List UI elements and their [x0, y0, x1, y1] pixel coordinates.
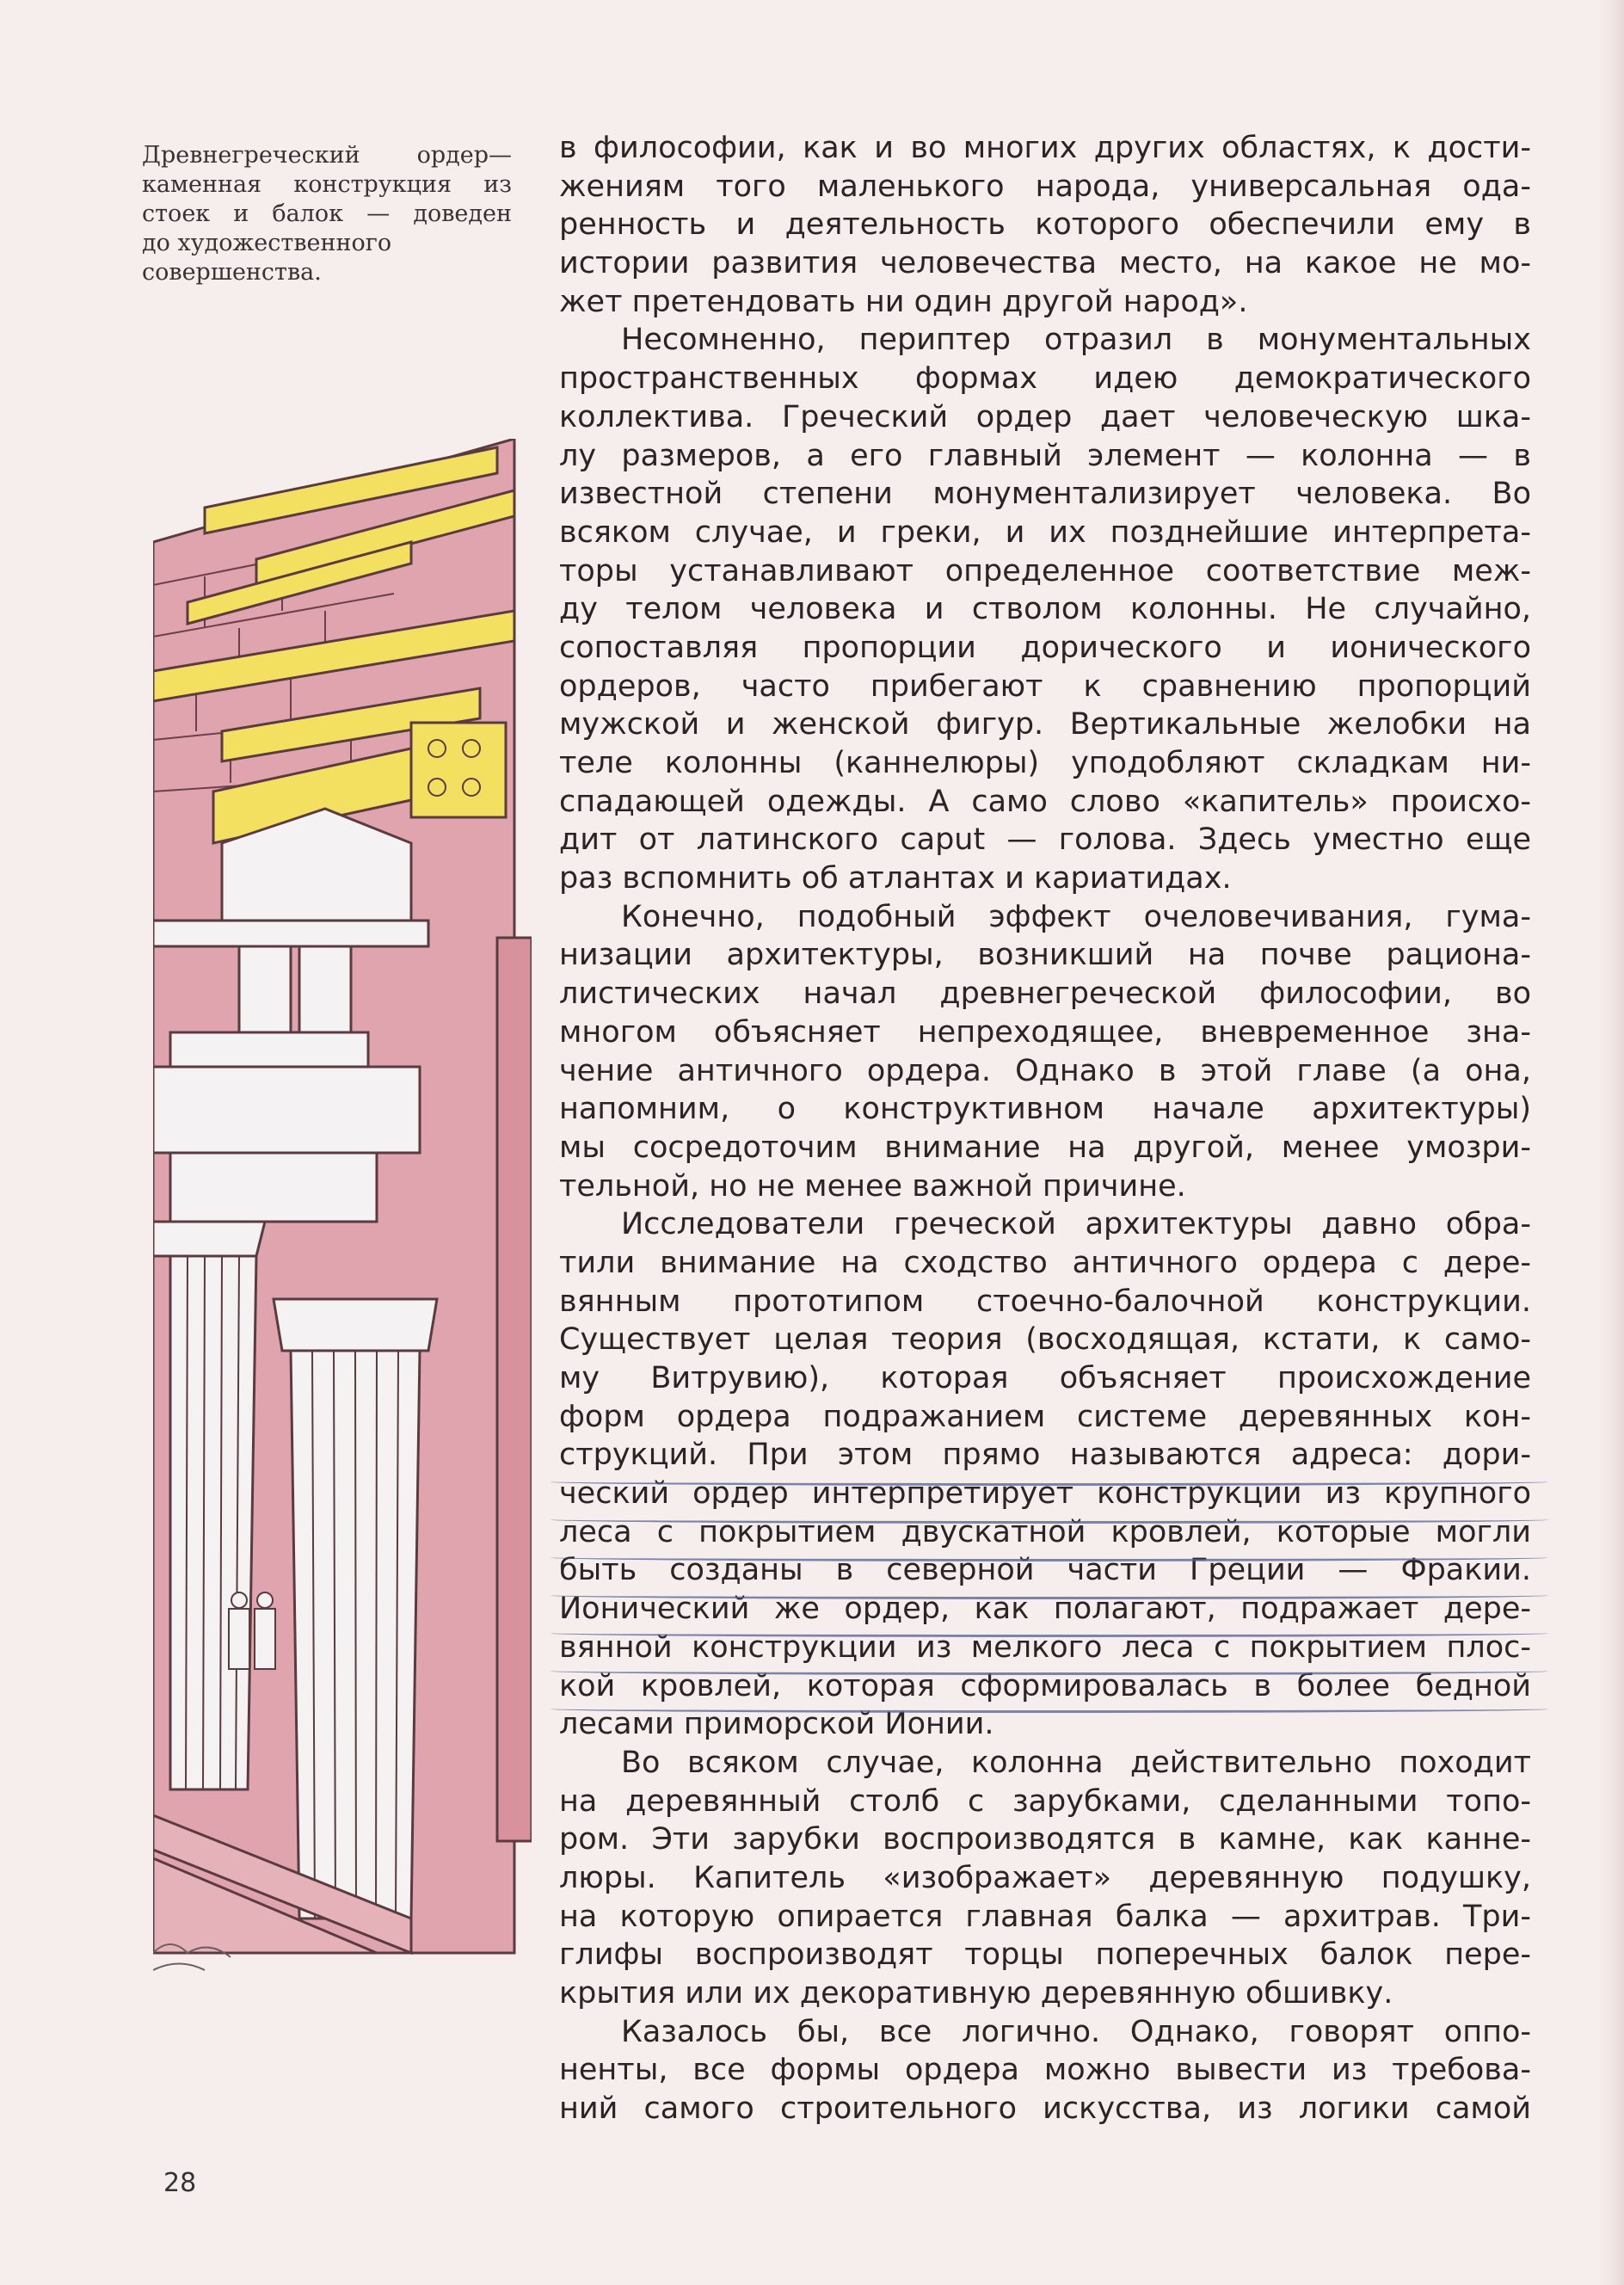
text-line: пространственных формах идею демократического — [559, 361, 1531, 397]
text-line: кой кровлей, которая сформировалась в более бедной — [559, 1668, 1531, 1703]
caption-line: каменная конструкция из — [142, 171, 512, 198]
text-line: Конечно, подобный эффект очеловечивания, гума- — [621, 899, 1531, 934]
text-line: ду телом человека и стволом колонны. Не случайно, — [559, 592, 1531, 627]
text-line: ордеров, часто прибегают к сравнению пропорций — [559, 668, 1531, 704]
text-line: всяком случае, и греки, и их позднейшие интерпрета- — [559, 514, 1531, 550]
text-line: ненты, все формы ордера можно вывести из требова- — [559, 2053, 1531, 2088]
paragraph — [559, 1205, 1531, 1744]
text-line: коллектива. Греческий ордер дает человеческую шка- — [559, 399, 1531, 434]
text-line: ренность и деятельность которого обеспечили ему в — [559, 207, 1531, 243]
text-line: Несомненно, периптер отразил в монументальных — [621, 323, 1531, 358]
text-line: вянным прототипом стоечно-балочной конструкции. — [559, 1284, 1531, 1319]
text-line: люры. Капитель «изображает» деревянную подушку, — [559, 1860, 1531, 1895]
caption-line: стоек и балок — доведен — [142, 200, 512, 227]
text-line: сопоставляя пропорции дорического и ионического — [559, 630, 1531, 665]
page-number: 28 — [163, 2168, 197, 2198]
text-line: крытия или их декоративную деревянную обшивку. — [559, 1976, 1393, 2011]
text-line: низации архитектуры, возникший на почве рациона- — [559, 938, 1531, 973]
caption-line: совершенства. — [142, 259, 322, 286]
text-line: жет претендовать ни один другой народ». — [559, 284, 1248, 319]
text-line: лесами приморской Ионии. — [559, 1707, 994, 1742]
pen-underline-mark — [551, 1705, 1548, 1713]
pen-underline-mark — [551, 1554, 1548, 1561]
text-line: ний самого строительного искусства, из логики самой — [559, 2091, 1531, 2127]
paragraph — [559, 1744, 1531, 2013]
figure-caption — [142, 141, 512, 287]
pen-underline-mark — [551, 1516, 1548, 1524]
text-line: глифы воспроизводят торцы поперечных балок пере- — [559, 1937, 1531, 1973]
text-line: леса с покрытием двускатной кровлей, которые могли — [559, 1514, 1531, 1549]
paragraph — [559, 129, 1531, 321]
text-line: мы сосредоточим внимание на другой, менее умозри- — [559, 1130, 1531, 1165]
text-line: истории развития человечества место, на какое не мо- — [559, 246, 1531, 281]
text-line: ческий ордер интерпретирует конструкции из крупного — [559, 1476, 1531, 1512]
pen-underline-mark — [551, 1667, 1548, 1675]
page-edge — [1598, 0, 1624, 2285]
text-line: вянной конструкции из мелкого леса с покрытием плос- — [559, 1629, 1531, 1665]
pen-underline-mark — [551, 1478, 1548, 1486]
paragraph — [559, 2013, 1531, 2128]
text-line: быть созданы в северной части Греции — Фракии. — [559, 1553, 1531, 1588]
text-line: Во всяком случае, колонна действительно походит — [621, 1745, 1531, 1780]
text-line: дит от латинского caput — голова. Здесь уместно еще — [559, 822, 1531, 858]
text-line: ром. Эти зарубки воспроизводятся в камне, как канне- — [559, 1822, 1531, 1857]
caption-line: Древнегреческий ордер— — [142, 142, 512, 169]
text-line: Ионический же ордер, как полагают, подражает дере- — [559, 1592, 1531, 1627]
pen-underline-mark — [551, 1629, 1548, 1637]
pen-underline-mark — [551, 1592, 1548, 1599]
text-line: напомним, о конструктивном начале архитектуры) — [559, 1092, 1531, 1127]
text-line: Существует целая теория (восходящая, кстати, к само- — [559, 1322, 1531, 1358]
text-line: тили внимание на сходство античного ордера с дере- — [559, 1245, 1531, 1280]
text-line: Казалось бы, все логично. Однако, говорят оппо- — [621, 2014, 1531, 2049]
text-line: листических начал древнегреческой философии, во — [559, 976, 1531, 1012]
text-line: торы устанавливают определенное соответствие меж- — [559, 553, 1531, 588]
body-text — [559, 129, 1531, 2128]
text-line: раз вспомнить об атлантах и кариатидах. — [559, 861, 1232, 896]
text-line: мужской и женской фигур. Вертикальные желобки на — [559, 707, 1531, 742]
text-line: на деревянный столб с зарубками, сделанными топо- — [559, 1783, 1531, 1819]
text-line: лу размеров, а его главный элемент — колонна — в — [559, 438, 1531, 473]
caption-line: до художественного — [142, 230, 392, 256]
greek-temple-column-cutaway-icon — [153, 439, 532, 1979]
text-line: жениям того маленького народа, универсальная ода- — [559, 169, 1531, 204]
text-line: на которую опирается главная балка — архитрав. Три- — [559, 1899, 1531, 1934]
text-line: струкций. При этом прямо называются адреса: дори- — [559, 1438, 1531, 1473]
text-line: многом объясняет непреходящее, вневременное зна- — [559, 1014, 1531, 1050]
text-line: Исследователи греческой архитектуры давно обра- — [621, 1207, 1531, 1242]
paragraph — [559, 321, 1531, 897]
text-line: теле колонны (каннелюры) уподобляют складкам ни- — [559, 746, 1531, 780]
paragraph — [559, 898, 1531, 1206]
text-line: чение античного ордера. Однако в этой главе (а она, — [559, 1053, 1531, 1088]
text-line: му Витрувию), которая объясняет происхождение — [559, 1361, 1531, 1395]
text-line: тельной, но не менее важной причине. — [559, 1168, 1186, 1204]
text-line: известной степени монументализирует человека. Во — [559, 477, 1531, 512]
text-line: спадающей одежды. А само слово «капитель» происхо- — [559, 784, 1531, 819]
text-line: в философии, как и во многих других областях, к дости- — [559, 131, 1531, 165]
text-line: форм ордера подражанием системе деревянных кон- — [559, 1399, 1531, 1434]
